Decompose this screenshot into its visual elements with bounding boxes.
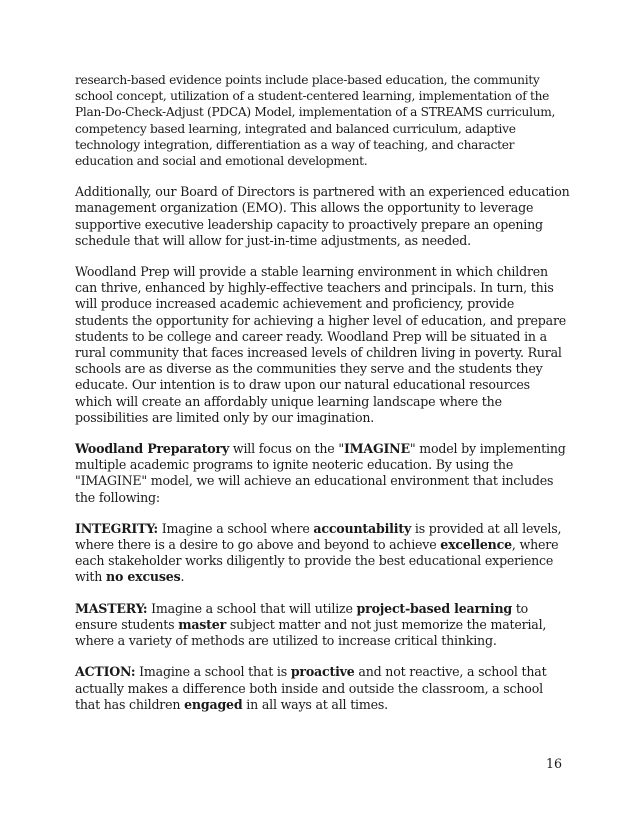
action-keyword-engaged: engaged	[184, 696, 243, 712]
action-label: ACTION:	[75, 664, 136, 680]
imagine-model-name: IMAGINE	[343, 441, 410, 457]
paragraph-board-emo: Additionally, our Board of Directors is partnered with an experienced education management organization (EMO). This allows the opportunity to leverage supportive executive leadership capacity to proactively prepare an opening schedule that will allow for just-in-time adjustments, as needed.	[75, 184, 570, 248]
mastery-text-1: Imagine a school that will utilize	[147, 600, 357, 616]
imagine-text-2: " model by implementing multiple academic programs to ignite neoteric education. By using the "IMAGINE" model, we will achieve an educational environment that includes the following:	[75, 441, 566, 505]
mastery-label: MASTERY:	[75, 600, 148, 616]
action-text-1: Imagine a school that is	[135, 664, 291, 680]
integrity-keyword-no-excuses: no excuses	[105, 569, 181, 585]
integrity-keyword-excellence: excellence	[440, 537, 512, 553]
action-keyword-proactive: proactive	[290, 664, 355, 680]
integrity-text-2: is provided at all levels, where there is a desire to go above and beyond to achieve	[75, 520, 562, 553]
mastery-keyword-project-based: project-based learning	[356, 600, 513, 616]
paragraph-learning-environment: Woodland Prep will provide a stable learning environment in which children can thrive, enhanced by highly-effective teachers and principals. In turn, this will produce increased academic achievement and proficiency, provide students the opportunity for achieving a higher level of education, and prepare students to be college and career ready. Woodland Prep will be situated in a rural community that faces increased levels of children living in poverty. Rural schools are as diverse as the communities they serve and the students they educate. Our intention is to draw upon our natural educational resources which will create an affordably unique learning landscape where the possibilities are limited only by our imagination.	[75, 264, 567, 425]
integrity-label: INTEGRITY:	[75, 520, 158, 536]
integrity-text-1: Imagine a school where	[157, 520, 314, 536]
paragraph-research-evidence: research-based evidence points include place-based education, the community school concept, utilization of a student-centered learning, implementation of the Plan-Do-Check-Adjust (PDCA) Model, implementation of a STREAMS curriculum, competency based learning, integrated and balanced curriculum, adaptive technology integration, differentiation as a way of teaching, and character education and social and emotional development.	[75, 73, 556, 169]
paragraph-integrity	[75, 521, 570, 586]
action-text-2: and not reactive, a school that actually makes a difference both inside and outside the classroom, a school that has children	[75, 664, 547, 712]
action-text-3: in all ways at all times.	[242, 696, 388, 712]
page-number: 16	[545, 756, 562, 771]
paragraph-mastery	[75, 601, 570, 650]
integrity-keyword-accountability: accountability	[313, 520, 412, 536]
school-name: Woodland Preparatory	[75, 441, 230, 457]
mastery-text-2: to ensure students	[75, 600, 529, 632]
mastery-keyword-master: master	[178, 616, 227, 632]
mastery-text-3: subject matter and not just memorize the material, where a variety of methods are utilized to increase critical thinking.	[75, 616, 547, 649]
imagine-text-1: will focus on the "	[229, 441, 344, 457]
body-text	[75, 72, 570, 728]
integrity-text-3: , where each stakeholder works diligently to provide the best educational experience with	[75, 537, 559, 585]
paragraph-imagine-model	[75, 441, 570, 506]
integrity-text-4: .	[180, 569, 185, 585]
paragraph-action	[75, 664, 570, 713]
